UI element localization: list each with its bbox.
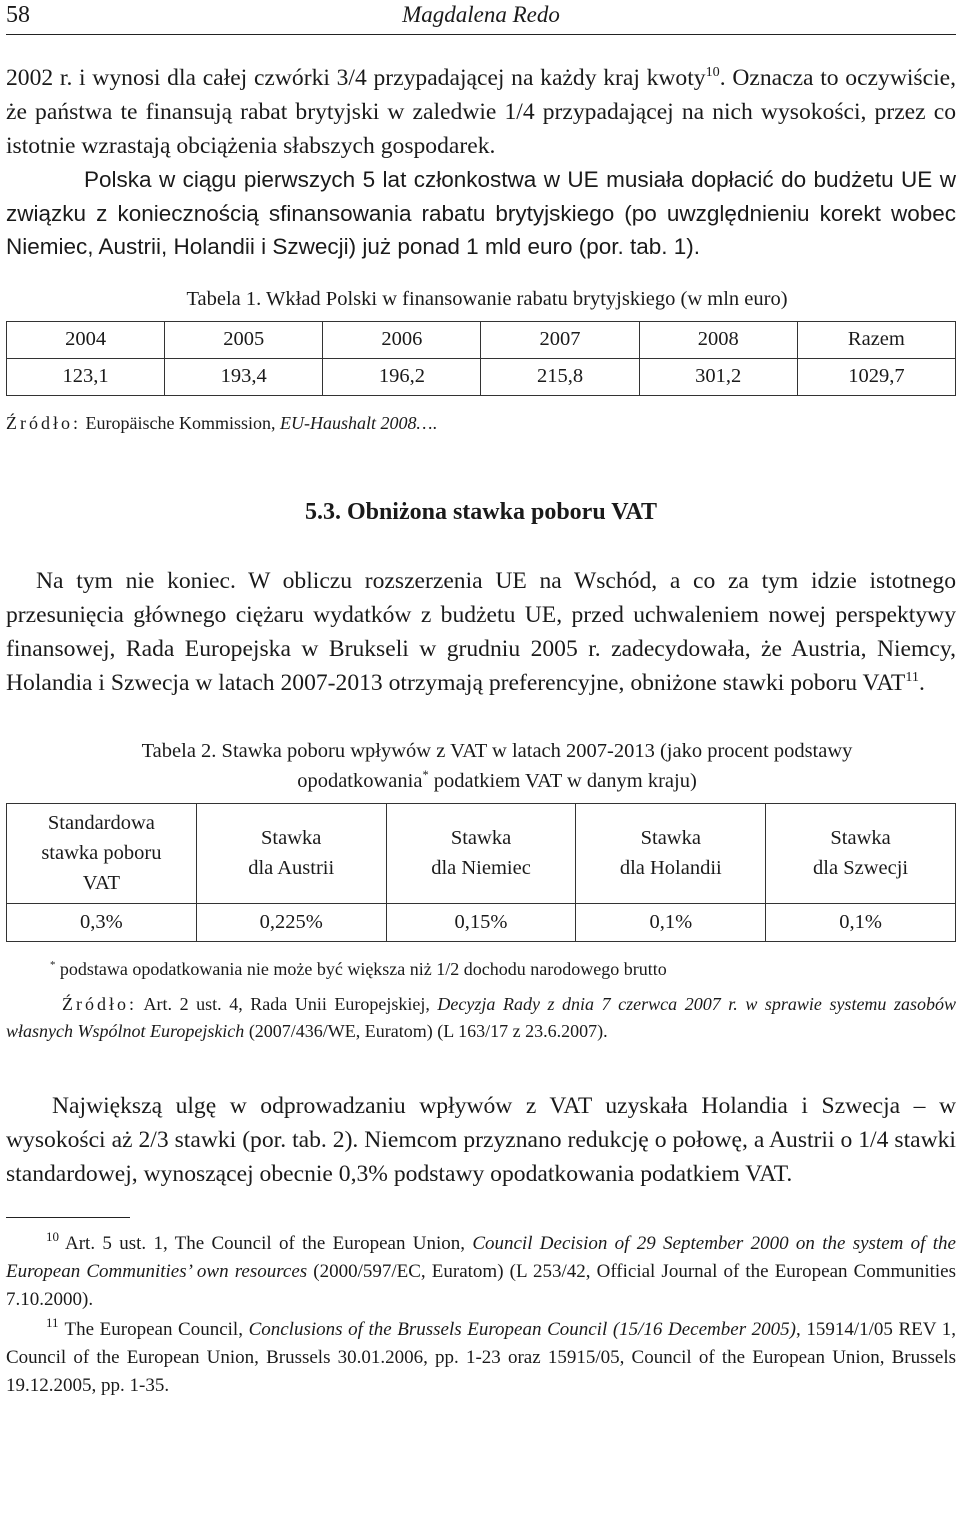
table2-caption [6,736,956,796]
table-cell: Razem [797,321,955,358]
table-1 [6,321,956,396]
table-cell: 196,2 [323,358,481,395]
footnote-10 [6,1230,956,1314]
asterisk-mark: * [50,958,56,971]
table-cell: 0,225% [196,903,386,941]
table-cell: 2005 [165,321,323,358]
header-line: VAT [82,872,120,894]
table-cell: 2006 [323,321,481,358]
table-header-cell [7,803,197,903]
footnote-ref-11: 11 [905,668,919,685]
table-row [7,358,956,395]
table-cell: 123,1 [7,358,165,395]
table-cell: 2007 [481,321,639,358]
table1-source [6,410,956,437]
table-header-cell [196,803,386,903]
table-2 [6,803,956,942]
note-text: podstawa opodatkowania nie może być większa niż 1/2 dochodu narodowego brutto [55,958,667,979]
header-line: dla Austrii [248,857,335,879]
paragraph-netherlands: Największą ulgę w odprowadzaniu wpływów z VAT uzyskała Holandia i Szwecja – w wysokości aż 2/3 stawki (por. tab. 2). Niemcom przyznano redukcję o połowę, a Austrii o 1/4 stawki standardowej, wynoszącej obecnie 0,3% podstawy opodatkowania podatkiem VAT. [6,1092,956,1187]
header-line: Stawka [640,827,701,849]
table-row [7,903,956,941]
caption-text: opodatkowania [297,769,423,792]
table-cell: 301,2 [639,358,797,395]
footnote-text: (2000/597/EC, Euratom) (L 253/42, Official Journal of the European Communities 7.10.2000). [6,1260,956,1310]
header-line: Stawka [450,827,512,849]
table-cell: 0,15% [386,903,576,941]
footnote-number: 11 [46,1314,59,1330]
table-cell: 0,1% [766,903,956,941]
table-header-row [7,321,956,358]
table-header-cell [576,803,766,903]
document-page [6,0,956,1400]
asterisk-mark: * [422,767,429,782]
header-line: Standardowa [47,812,155,834]
table-cell: 0,3% [7,903,197,941]
source-title: EU-Haushalt 2008… [279,412,433,433]
caption-line [38,766,956,796]
paragraph-intro [6,61,956,163]
footnote-text: , 15914/1/05 REV 1, Council of the European Union, Brussels 30.01.2006, pp. 1-23 oraz 15915/05, Council of the European Union, Brussels 19.12.2005, pp. 1-35. [6,1318,956,1396]
table-cell: 215,8 [481,358,639,395]
footnote-11 [6,1316,956,1400]
footnote-title: Council Decision of 29 September 2000 on the system of the European Communities’ own resources [6,1232,956,1282]
table-cell: 2008 [639,321,797,358]
source-label: Źródło: [62,993,137,1014]
source-text: Europäische Kommission, [81,412,280,433]
source-title: Decyzja Rady z dnia 7 czerwca 2007 r. w sprawie systemu zasobów własnych Wspólnot Europejskich [6,993,956,1041]
source-label: Źródło: [6,412,81,433]
header-line: Stawka [261,827,322,849]
footnote-separator [6,1217,130,1218]
caption-line: Tabela 2. Stawka poboru wpływów z VAT w latach 2007-2013 (jako procent podstawy [141,739,853,762]
paragraph-text: Na tym nie koniec. W obliczu rozszerzenia UE na Wschód, a co za tym idzie istotnego przesunięcia głównego ciężaru wydatków z budżetu UE, przed uchwaleniem nowej perspektywy finansowej, Rada Europejska w Brukseli w grudniu 2005 r. zadecydowała, że Austria, Niemcy, Holandia i Szwecja w latach 2007-2013 otrzymają preferencyjne, obniżone stawki poboru VAT [6,567,956,696]
table2-note [6,956,956,983]
table-cell: 2004 [7,321,165,358]
caption-text: podatkiem VAT w danym kraju) [428,769,697,792]
page-header [6,0,956,35]
paragraph-vat [6,564,956,700]
running-head: Magdalena Redo [402,2,560,27]
paragraph-text: 2002 r. i wynosi dla całej czwórki 3/4 przypadającej na każdy kraj kwoty [6,65,706,91]
header-line: stawka poboru [41,842,162,864]
table2-source [6,991,956,1045]
paragraph-text: . [919,669,925,696]
section-heading: 5.3. Obniżona stawka poboru VAT [304,498,658,525]
table-header-row [7,803,956,903]
table-cell: 0,1% [576,903,766,941]
footnote-text: Art. 5 ust. 1, The Council of the European Union, [65,1232,473,1254]
header-line: dla Holandii [619,857,722,879]
footnote-ref-10: 10 [705,64,720,81]
footnote-title: Conclusions of the Brussels European Council (15/16 December 2005) [248,1318,797,1340]
table-header-cell [386,803,576,903]
footnote-number: 10 [46,1228,59,1244]
header-line: Stawka [830,827,891,849]
source-text: (2007/436/WE, Euratom) (L 163/17 z 23.6.2007). [244,1020,608,1041]
table-cell: 193,4 [165,358,323,395]
page-number: 58 [6,2,30,28]
source-text: . [432,412,437,433]
table1-caption: Tabela 1. Wkład Polski w finansowanie rabatu brytyjskiego (w mln euro) [186,287,788,310]
paragraph-text: . Oznacza to oczywiście, że państwa te finansują rabat brytyjski w zaledwie 1/4 przypadającej na nich wysokości, przez co istotnie wzrastają obciążenia słabszych gospodarek. [6,65,956,159]
footnote-text: The European Council, [64,1318,249,1340]
header-line: dla Szwecji [813,857,909,879]
table-cell: 1029,7 [797,358,955,395]
paragraph-poland: Polska w ciągu pierwszych 5 lat członkostwa w UE musiała dopłacić do budżetu UE w związku z koniecznością sfinansowania rabatu brytyjskiego (po uwzględnieniu korekt wobec Niemiec, Austrii, Holandii i Szwecji) już ponad 1 mld euro (por. tab. 1). [6,167,956,259]
table-header-cell [766,803,956,903]
header-line: dla Niemiec [431,857,531,879]
source-text: Art. 2 ust. 4, Rada Unii Europejskiej, [137,993,438,1014]
